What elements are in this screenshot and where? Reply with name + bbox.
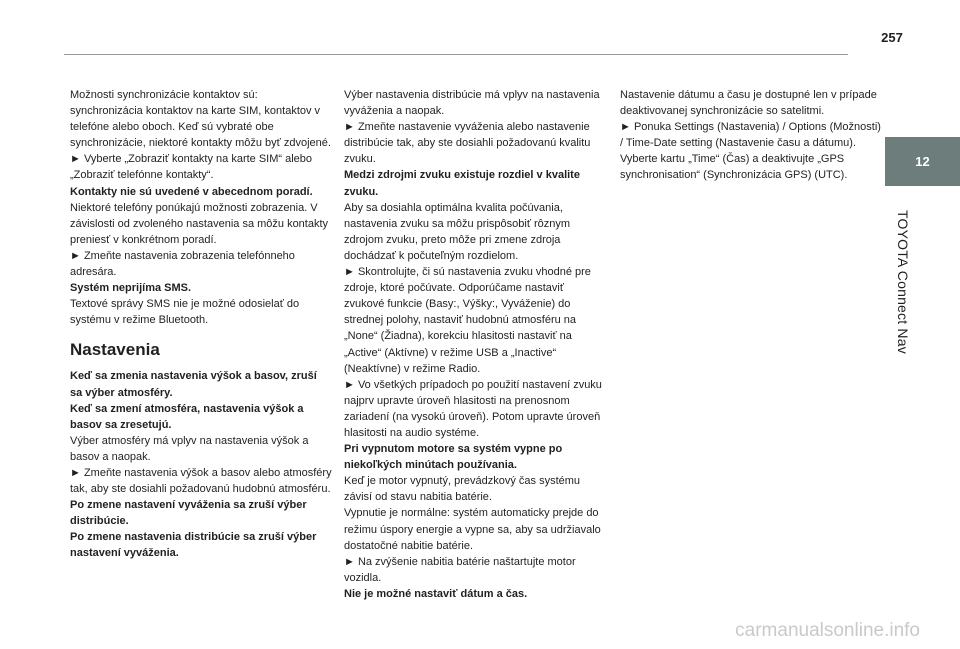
paragraph: Nastavenie dátumu a času je dostupné len v prípade deaktivovanej synchronizácie so satelitmi.	[620, 89, 877, 118]
chapter-tab: 12	[885, 137, 960, 186]
column-1	[70, 87, 332, 562]
problem-heading: Pri vypnutom motore sa systém vypne po niekoľkých minútach používania.	[344, 443, 563, 472]
problem-heading: Systém neprijíma SMS.	[70, 282, 192, 295]
problem-heading: Nie je možné nastaviť dátum a čas.	[344, 587, 528, 600]
watermark: carmanualsonline.info	[735, 620, 920, 641]
paragraph: Keď je motor vypnutý, prevádzkový čas systému závisí od stavu nabitia batérie.	[344, 475, 581, 504]
section-heading: Nastavenia	[70, 340, 160, 360]
paragraph: ► Na zvýšenie nabitia batérie naštartujte motor vozidla.	[344, 555, 576, 584]
problem-heading: Keď sa zmenia nastavenia výšok a basov, zruší sa výber atmosféry.	[70, 370, 317, 399]
paragraph: ► Zmeňte nastavenia výšok a basov alebo atmosféry tak, aby ste dosiahli požadovanú hudobnú atmosféru.	[70, 466, 332, 496]
paragraph: Výber atmosféry má vplyv na nastavenia výšok a basov a naopak.	[70, 434, 309, 463]
problem-heading: Po zmene nastavenia distribúcie sa zruší výber nastavení vyváženia.	[70, 531, 317, 560]
problem-heading: Keď sa zmení atmosféra, nastavenia výšok a basov sa zresetujú.	[70, 402, 304, 431]
paragraph: Niektoré telefóny ponúkajú možnosti zobrazenia. V závislosti od zvoleného nastavenia sa môžu kontakty preniesť v konkrétnom poradí.	[70, 201, 329, 246]
paragraph: ► Ponuka Settings (Nastavenia) / Options (Možnosti) / Time-Date setting (Nastavenie času a dátumu). Vyberte kartu „Time“ (Čas) a deaktivujte „GPS synchronisation“ (Synchronizácia GPS) (UTC).	[620, 121, 881, 182]
paragraph: Aby sa dosiahla optimálna kvalita počúvania, nastavenia zvuku sa môžu prispôsobiť rôznym zdrojom zvuku, preto môže pri zmene zdroja dochádzať k počuteľným rozdielom.	[344, 201, 571, 262]
page-number: 257	[881, 30, 903, 45]
paragraph: ► Vyberte „Zobraziť kontakty na karte SIM“ alebo „Zobraziť telefónne kontakty“.	[70, 153, 313, 182]
paragraph: Výber nastavenia distribúcie má vplyv na nastavenia vyváženia a naopak.	[344, 89, 600, 118]
column-3	[620, 87, 882, 184]
problem-heading: Kontakty nie sú uvedené v abecednom poradí.	[70, 185, 313, 198]
paragraph: ► Skontrolujte, či sú nastavenia zvuku vhodné pre zdroje, ktoré počúvate. Odporúčame nastaviť zvukové funkcie (Basy:, Výšky:, Vyváženie) do strednej polohy, nastaviť hudobnú atmosféru na „None“ (Žiadna), korekciu hlasitosti nastaviť na „Active“ (Aktívne) v režime USB a „Inactive“ (Neaktívne) v režime Radio.	[344, 266, 591, 375]
paragraph: Vypnutie je normálne: systém automaticky prejde do režimu úspory energie a vypne sa, aby sa udržiavalo dostatočné nabitie batérie.	[344, 507, 601, 552]
paragraph: Možnosti synchronizácie kontaktov sú: synchronizácia kontaktov na karte SIM, kontaktov v telefóne alebo oboch. Keď sú vybraté obe synchronizácie, niektoré kontakty môžu byť zdvojené.	[70, 89, 331, 150]
paragraph: ► Zmeňte nastavenia zobrazenia telefónneho adresára.	[70, 249, 295, 279]
column-2	[344, 87, 606, 602]
problem-heading: Medzi zdrojmi zvuku existuje rozdiel v kvalite zvuku.	[344, 169, 580, 198]
paragraph: ► Zmeňte nastavenie vyváženia alebo nastavenie distribúcie tak, aby ste dosiahli požadovanú kvalitu zvuku.	[344, 121, 591, 166]
chapter-title: TOYOTA Connect Nav	[895, 210, 911, 354]
paragraph: Textové správy SMS nie je možné odosielať do systému v režime Bluetooth.	[70, 298, 300, 327]
header-rule	[64, 54, 848, 55]
paragraph: ► Vo všetkých prípadoch po použití nastavení zvuku najprv upravte úroveň hlasitosti na prenosnom zariadení (na vysokú úroveň). Potom upravte úroveň hlasitosti na audio systéme.	[344, 378, 602, 439]
problem-heading: Po zmene nastavení vyváženia sa zruší výber distribúcie.	[70, 499, 307, 528]
